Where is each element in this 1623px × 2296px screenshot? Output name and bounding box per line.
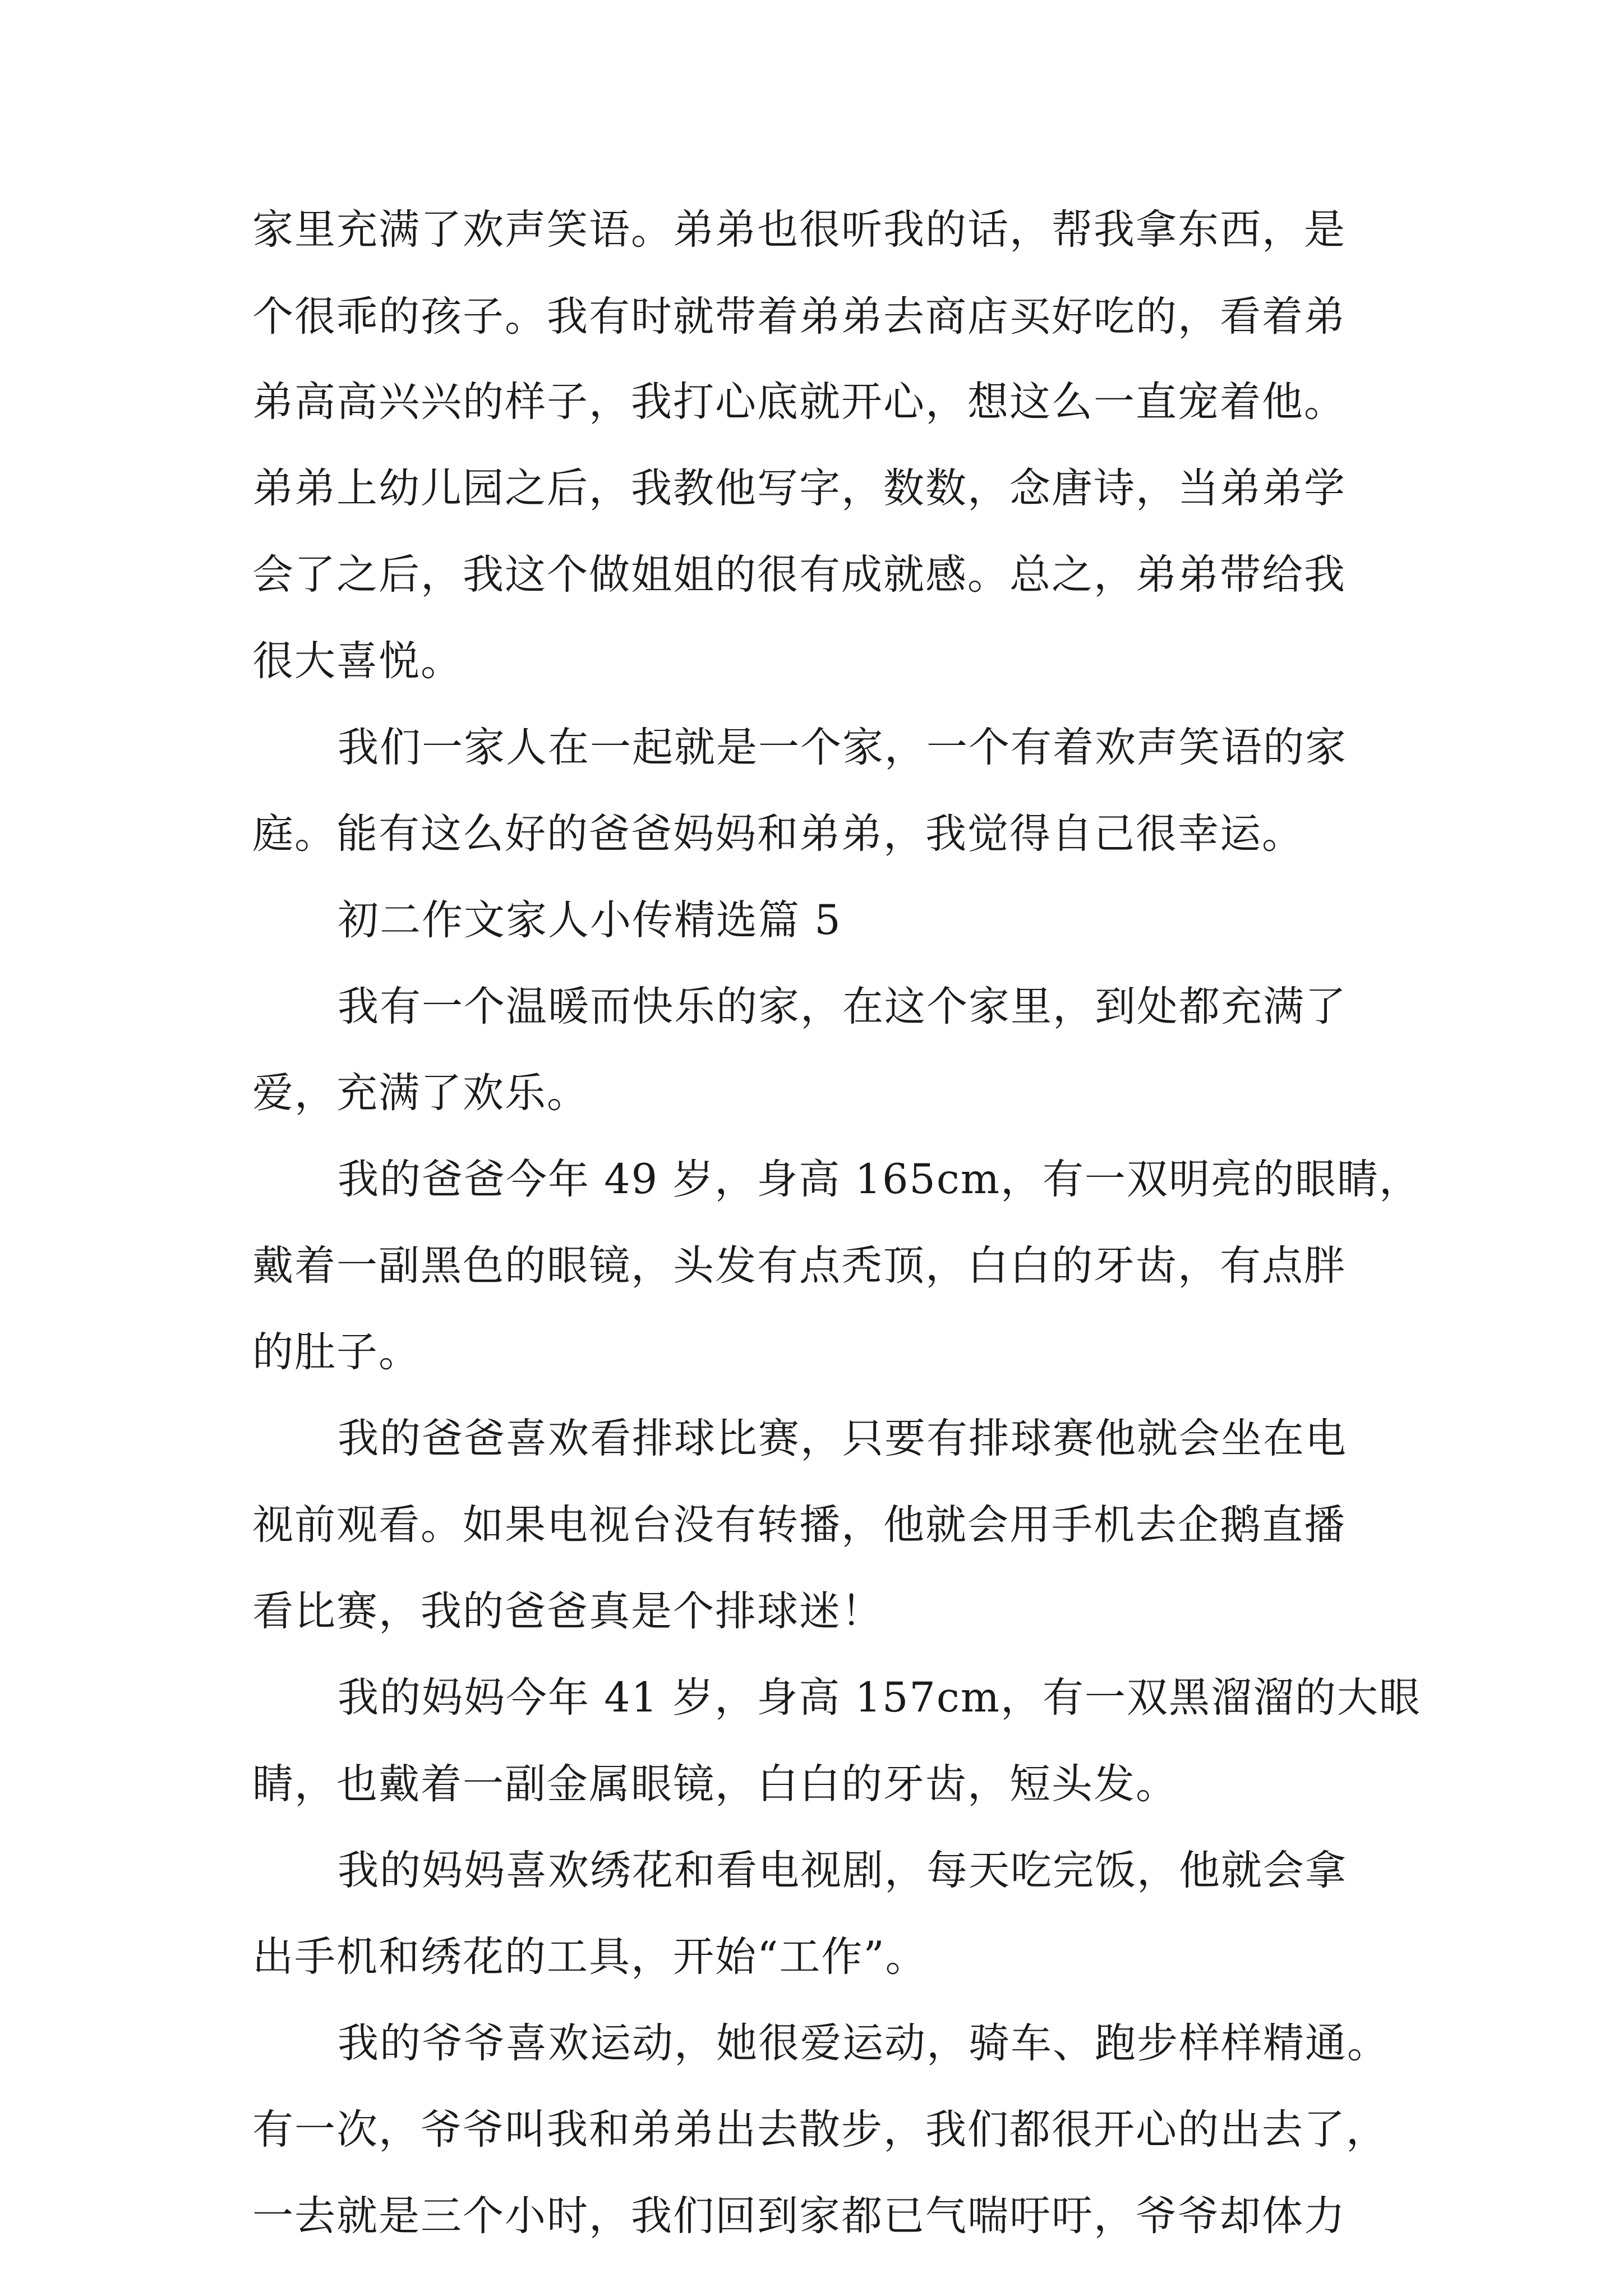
text-line: 我的妈妈今年 41 岁，身高 157cm，有一双黑溜溜的大眼	[338, 1674, 1421, 1722]
text-line: 庭。能有这么好的爸爸妈妈和弟弟，我觉得自己很幸运。	[252, 810, 1304, 858]
text-line: 爱，充满了欢乐。	[252, 1069, 589, 1117]
text-line: 我有一个温暖而快乐的家，在这个家里，到处都充满了	[338, 983, 1347, 1030]
text-line: 戴着一副黑色的眼镜，头发有点秃顶，白白的牙齿，有点胖	[252, 1242, 1346, 1290]
text-line: 弟弟上幼儿园之后，我教他写字，数数，念唐诗，当弟弟学	[252, 464, 1346, 512]
text-line: 我的妈妈喜欢绣花和看电视剧，每天吃完饭，他就会拿	[338, 1847, 1347, 1894]
text-line: 很大喜悦。	[252, 637, 463, 685]
text-line: 我们一家人在一起就是一个家，一个有着欢声笑语的家	[338, 724, 1347, 771]
text-line: 睛，也戴着一副金属眼镜，白白的牙齿，短头发。	[252, 1760, 1178, 1808]
text-line: 我的爸爸喜欢看排球比赛，只要有排球赛他就会坐在电	[338, 1415, 1347, 1462]
text-line: 有一次，爷爷叫我和弟弟出去散步，我们都很开心的出去了，	[252, 2106, 1388, 2154]
text-line: 我的爸爸今年 49 岁，身高 165cm，有一双明亮的眼睛，	[338, 1156, 1421, 1203]
text-line: 会了之后，我这个做姐姐的很有成就感。总之，弟弟带给我	[252, 551, 1346, 599]
text-line: 视前观看。如果电视台没有转播，他就会用手机去企鹅直播	[252, 1501, 1346, 1549]
section-heading: 初二作文家人小传精选篇 5	[338, 896, 842, 944]
text-line: 家里充满了欢声笑语。弟弟也很听我的话，帮我拿东西，是	[252, 206, 1346, 254]
text-line: 看比赛，我的爸爸真是个排球迷！	[252, 1588, 883, 1635]
text-line: 个很乖的孩子。我有时就带着弟弟去商店买好吃的，看着弟	[252, 293, 1346, 341]
text-line: 我的爷爷喜欢运动，她很爱运动，骑车、跑步样样精通。	[338, 2019, 1389, 2067]
text-line: 的肚子。	[252, 1328, 421, 1376]
text-line: 出手机和绣花的工具，开始“工作”。	[252, 1933, 928, 1981]
text-line: 弟高高兴兴的样子，我打心底就开心，想这么一直宠着他。	[252, 378, 1346, 426]
text-line: 一去就是三个小时，我们回到家都已气喘吁吁，爷爷却体力	[252, 2192, 1346, 2240]
